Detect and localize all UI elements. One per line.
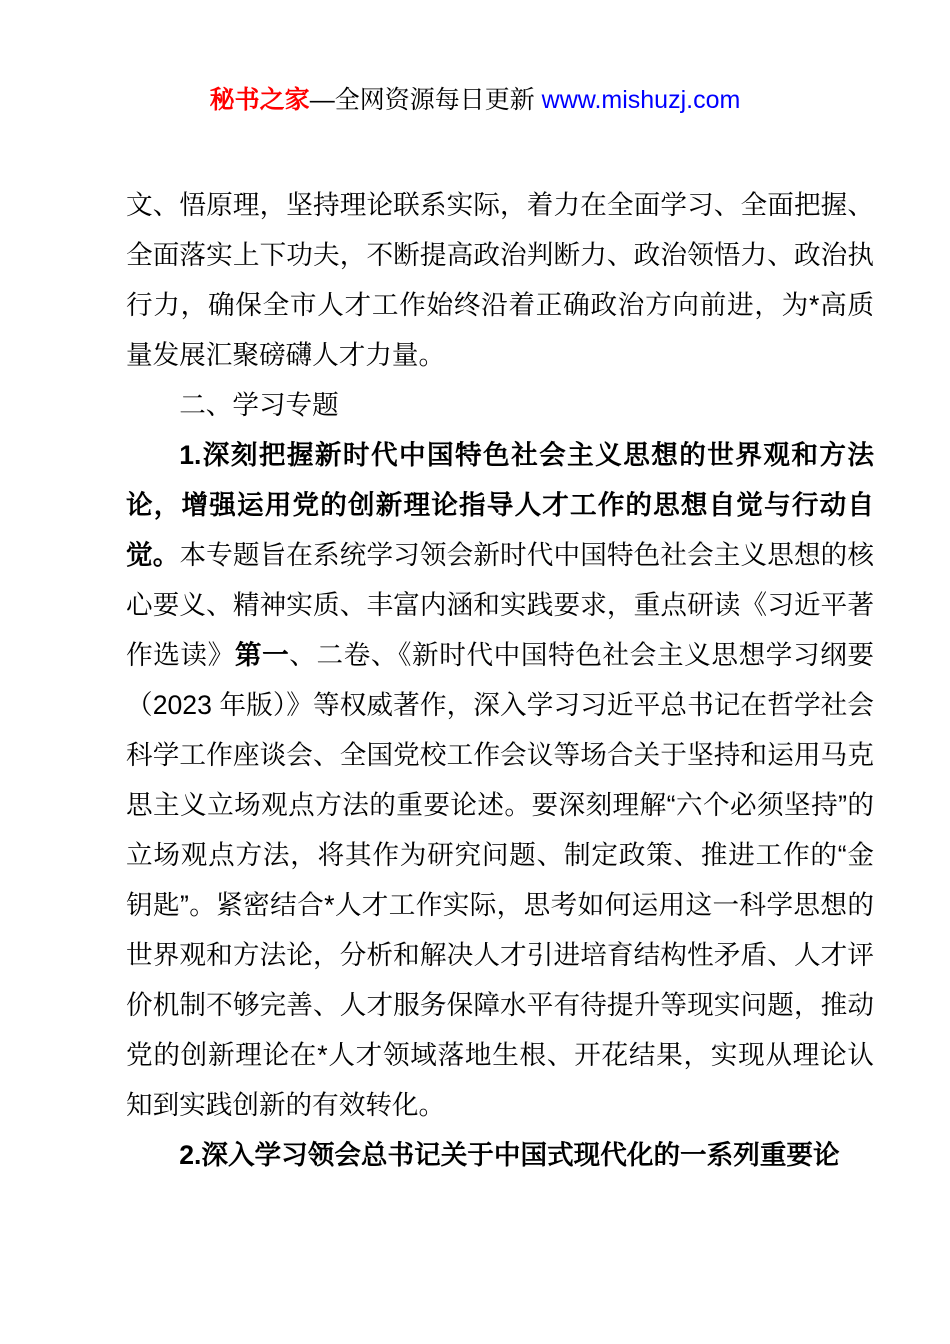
header-tagline: —全网资源每日更新 [309,86,535,114]
paragraph [126,380,874,430]
site-name: 秘书之家 [209,86,310,114]
text-run: 二、学习专题 [179,390,339,420]
paragraph [126,180,874,380]
text-run: 、二卷、《新时代中国特色社会主义思想学习纲要（2023 年版）》等权威著作，深入学习习近平总书记在哲学社会科学工作座谈会、全国党校工作会议等场合关于坚持和运用马克思主义立场观点方法的重要论述。要深刻理解“六个必须坚持”的立场观点方法，将其作为研究问题、制定政策、推进工作的“金钥匙”。紧密结合*人才工作实际，思考如何运用这一科学思想的世界观和方法论，分析和解决人才引进培育结构性矛盾、人才评价机制不够完善、人才服务保障水平有待提升等现实问题，推动党的创新理论在*人才领域落地生根、开花结果，实现从理论认知到实践创新的有效转化。 [126,640,875,1120]
text-run: 本专题旨在系统学习领会新时代中国特色社会主义思想的核心要义、精神实质、丰富内涵和实践要求，重点研读《习近平著作选读》 [126,540,874,670]
text-run: 第一 [234,640,290,670]
site-url-link[interactable]: www.mishuzj.com [541,86,741,114]
text-run: 1.深刻把握新时代中国特色社会主义思想的世界观和方法论，增强运用党的创新理论指导人才工作的思想自觉与行动自觉。 [126,440,874,570]
document-body [126,180,874,1180]
text-run: 文、悟原理，坚持理论联系实际，着力在全面学习、全面把握、全面落实上下功夫，不断提高政治判断力、政治领悟力、政治执行力，确保全市人才工作始终沿着正确政治方向前进，为*高质量发展汇聚磅礴人才力量。 [126,190,874,370]
paragraph [126,430,874,1130]
paragraph [126,1130,874,1180]
doc-header [0,84,950,116]
text-run: 2.深入学习领会总书记关于中国式现代化的一系列重要论 [179,1140,840,1170]
header-spacer [535,86,542,114]
